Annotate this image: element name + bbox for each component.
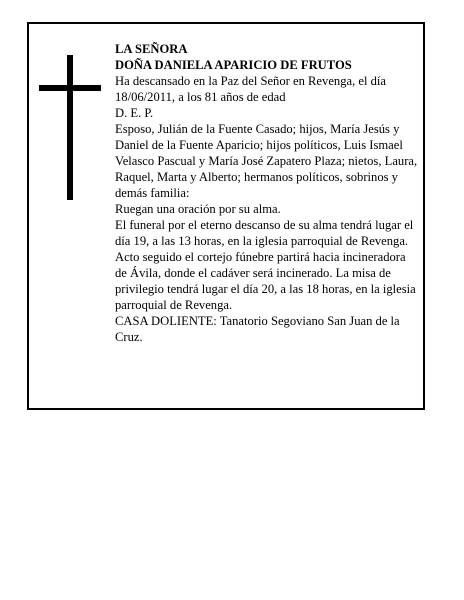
deceased-name: DOÑA DANIELA APARICIO DE FRUTOS [115, 58, 352, 72]
prayer-request: Ruegan una oración por su alma. [115, 202, 281, 216]
cross-horizontal-bar [39, 85, 101, 91]
funeral-details: El funeral por el eterno descanso de su alma tendrá lugar el día 19, a las 13 horas, en la iglesia parroquial de Revenga. Acto seguido el cortejo fúnebre partirá hacia incineradora de Ávila, donde el cadáver será incinerado. La misa de privilegio tendrá lugar el día 20, a las 18 horas, en la iglesia parroquial de Revenga. [115, 218, 416, 312]
obituary-notice [27, 22, 425, 410]
family-list: Esposo, Julián de la Fuente Casado; hijos, María Jesús y Daniel de la Fuente Aparicio; hijos políticos, Luis Ismael Velasco Pascual y María José Zapatero Plaza; nietos, Laura, Raquel, Marta y Alberto; hermanos políticos, sobrinos y demás familia: [115, 122, 418, 200]
cross-vertical-bar [67, 55, 73, 200]
notice-text [115, 41, 418, 345]
notice-title-line-1: LA SEÑORA [115, 42, 188, 56]
death-announcement: Ha descansado en la Paz del Señor en Revenga, el día 18/06/2011, a los 81 años de edad [115, 74, 387, 104]
rip-line: D. E. P. [115, 106, 154, 120]
cross-icon [39, 55, 101, 200]
mourning-house: CASA DOLIENTE: Tanatorio Segoviano San Juan de la Cruz. [115, 314, 400, 344]
